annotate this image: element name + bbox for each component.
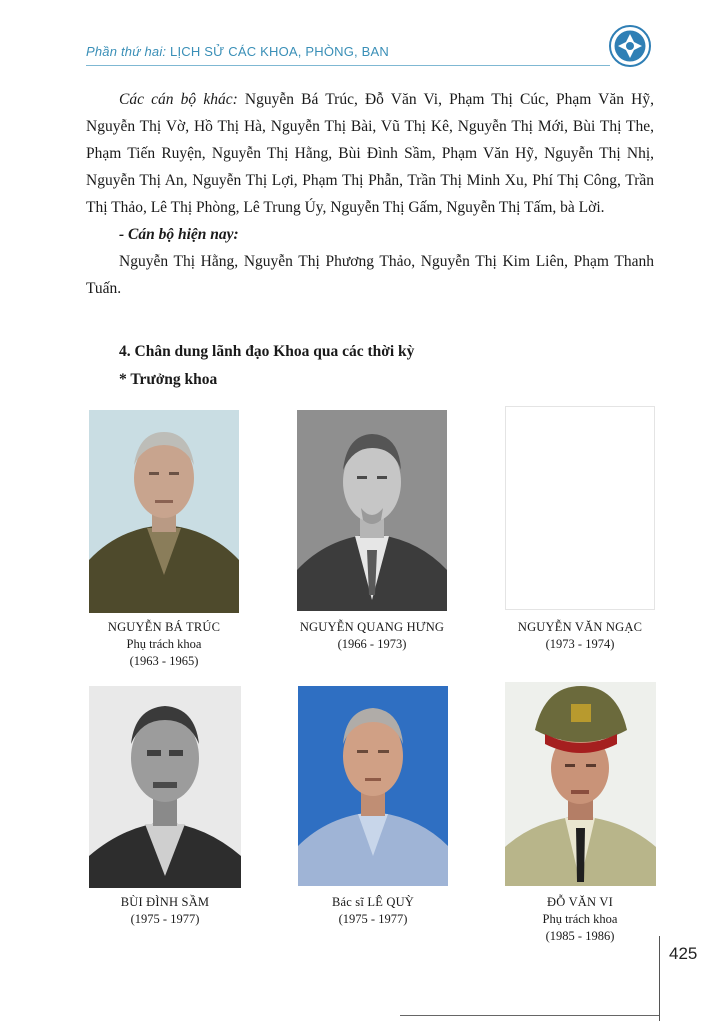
portrait-photo-1 <box>89 410 239 613</box>
portrait-name-5: Bác sĩ LÊ QUỲ <box>331 895 415 909</box>
bottom-rule <box>400 1015 659 1016</box>
portrait-role-1: Phụ trách khoa <box>126 637 202 651</box>
hospital-logo-icon <box>608 24 652 68</box>
portrait-photo-3-placeholder <box>505 406 655 610</box>
portrait-years-1: (1963 - 1965) <box>129 654 199 668</box>
portrait-photo-5 <box>298 686 448 886</box>
portrait-caption-6 <box>480 894 680 945</box>
portrait-years-3: (1973 - 1974) <box>545 637 615 651</box>
portrait-name-2: NGUYỄN QUANG HƯNG <box>299 620 445 634</box>
header-title: LỊCH SỬ CÁC KHOA, PHÒNG, BAN <box>170 44 390 59</box>
page-number-rule <box>659 936 660 1021</box>
portrait-role-6: Phụ trách khoa <box>542 912 618 926</box>
portrait-name-4: BÙI ĐÌNH SẦM <box>120 895 210 909</box>
other-staff-list: Nguyễn Bá Trúc, Đỗ Văn Vi, Phạm Thị Cúc, Phạm Văn Hỹ, Nguyễn Thị Vờ, Hồ Thị Hà, Nguyễn Thị Bài, Vũ Thị Kê, Nguyễn Thị Mới, Bùi Thị The, Phạm Tiến Ruyện, Nguyễn Thị Hằng, Bùi Đình Sầm, Phạm Văn Hỹ, Nguyễn Thị Nhị, Nguyễn Thị An, Nguyễn Thị Lợi, Phạm Thị Phẫn, Trần Thị Minh Xu, Phí Thị Công, Trần Thị Thảo, Lê Thị Phòng, Lê Trung Úy, Nguyễn Thị Gấm, Nguyễn Thị Tấm, bà Lời. <box>86 91 654 216</box>
current-staff-list: Nguyễn Thị Hằng, Nguyễn Thị Phương Thảo, Nguyễn Thị Kim Liên, Phạm Thanh Tuấn. <box>86 253 654 297</box>
portrait-caption-1 <box>64 619 264 670</box>
portrait-years-4: (1975 - 1977) <box>130 912 200 926</box>
portrait-caption-4 <box>65 894 265 928</box>
portrait-caption-2 <box>272 619 472 653</box>
portrait-photo-4 <box>89 686 241 888</box>
current-staff-label: - Cán bộ hiện nay: <box>119 226 239 243</box>
portrait-years-6: (1985 - 1986) <box>545 929 615 943</box>
other-staff-paragraph <box>86 86 654 221</box>
portrait-photo-6 <box>505 682 656 886</box>
portrait-caption-5 <box>273 894 473 928</box>
header-part: Phần thứ hai: <box>86 44 167 59</box>
portrait-photo-2 <box>297 410 447 611</box>
portrait-name-6: ĐỖ VĂN VI <box>547 895 613 909</box>
portrait-caption-3 <box>480 619 680 653</box>
portrait-years-5: (1975 - 1977) <box>338 912 408 926</box>
page-number: 425 <box>669 944 698 963</box>
body-text <box>86 86 654 302</box>
header-rule <box>86 65 610 66</box>
subsection-title: * Trưởng khoa <box>119 371 218 388</box>
portrait-name-3: NGUYỄN VĂN NGẠC <box>517 620 643 634</box>
other-staff-label: Các cán bộ khác: <box>119 91 238 108</box>
running-header <box>86 44 389 59</box>
portrait-years-2: (1966 - 1973) <box>337 637 407 651</box>
portrait-name-1: NGUYỄN BÁ TRÚC <box>107 620 221 634</box>
section-title: 4. Chân dung lãnh đạo Khoa qua các thời kỳ <box>119 343 415 360</box>
